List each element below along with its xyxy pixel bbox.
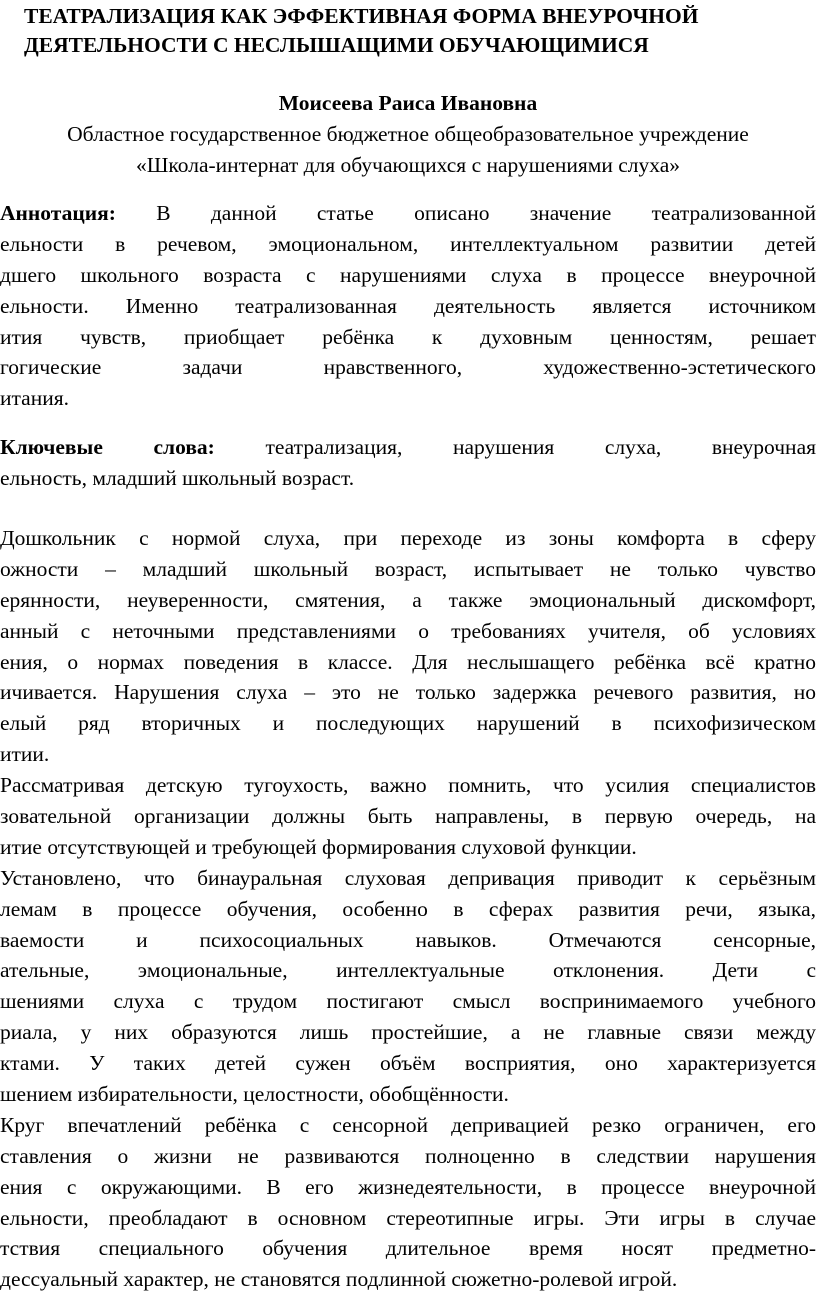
text-line: ставления о жизни не развиваются полноценно в следствии нарушения: [0, 1143, 816, 1168]
text-line: дшего школьного возраста с нарушениями слуха в процессе внеурочной: [0, 262, 816, 287]
article-title-line-1: ТЕАТРАЛИЗАЦИЯ КАК ЭФФЕКТИВНАЯ ФОРМА ВНЕУРОЧНОЙ: [24, 4, 699, 28]
body-paragraphs: [0, 523, 816, 1295]
text-line: гогические задачи нравственного, художественно-эстетического: [0, 355, 816, 380]
text-line: итания.: [0, 386, 69, 411]
text-line: Круг впечатлений ребёнка с сенсорной депривацией резко ограничен, его: [0, 1112, 816, 1137]
affiliation-line-2: «Школа-интернат для обучающихся с нарушениями слуха»: [135, 153, 681, 177]
annotation-section: [0, 198, 816, 414]
text-line: ения, о нормах поведения в классе. Для неслышащего ребёнка всё кратно: [0, 649, 816, 674]
text-line: ития чувств, приобщает ребёнка к духовным ценностям, решает: [0, 324, 816, 349]
text-line: ичивается. Нарушения слуха – это не только задержка речевого развития, но: [0, 680, 816, 705]
keywords-section: [0, 432, 816, 494]
text-line: ельности. Именно театрализованная деятельность является источником: [0, 293, 816, 318]
text-line: ктами. У таких детей сужен объём восприятия, оно характеризуется: [0, 1051, 816, 1076]
text-line: лемам в процессе обучения, особенно в сферах развития речи, языка,: [0, 896, 816, 921]
text-line: Дошкольник с нормой слуха, при переходе из зоны комфорта в сферу: [0, 526, 816, 550]
text-line: ательные, эмоциональные, интеллектуальные отклонения. Дети с: [0, 958, 816, 983]
text-line: ельности, преобладают в основном стереотипные игры. Эти игры в случае: [0, 1205, 816, 1230]
text-line: итие отсутствующей и требующей формирования слуховой функции.: [0, 834, 637, 859]
text-line: ваемости и психосоциальных навыков. Отмечаются сенсорные,: [0, 927, 816, 952]
body-text: [0, 523, 816, 1295]
text-line: анный с неточными представлениями о требованиях учителя, об условиях: [0, 618, 816, 643]
text-line: шением избирательности, целостности, обобщённости.: [0, 1082, 509, 1107]
text-line: ельность, младший школьный возраст.: [0, 465, 355, 490]
text-line: Установлено, что бинауральная слуховая депривация приводит к серьёзным: [0, 865, 816, 890]
text-line: итии.: [0, 742, 50, 767]
text-line: риала, у них образуются лишь простейшие, а не главные связи между: [0, 1020, 816, 1045]
text-line: зовательной организации должны быть направлены, в первую очередь, на: [0, 804, 816, 829]
author-affiliation: [0, 119, 816, 181]
text-line: тствия специального обучения длительное время носят предметно-: [0, 1236, 816, 1261]
keywords-label: Ключевые слова:: [0, 435, 215, 459]
keywords-first-line-text: театрализация, нарушения слуха, внеурочная: [214, 435, 816, 459]
text-line: шениями слуха с трудом постигают смысл воспринимаемого учебного: [0, 989, 816, 1014]
keywords-first-line: [0, 432, 816, 463]
text-line: ения с окружающими. В его жизнедеятельности, в процессе внеурочной: [0, 1174, 816, 1199]
article-title-line-2: ДЕЯТЕЛЬНОСТИ С НЕСЛЫШАЩИМИ ОБУЧАЮЩИМИСЯ: [24, 33, 649, 57]
annotation-text: [0, 229, 816, 414]
annotation-first-line: [0, 198, 816, 229]
text-line: елый ряд вторичных и последующих нарушений в психофизическом: [0, 711, 816, 736]
text-line: Рассматривая детскую тугоухость, важно помнить, что усилия специалистов: [0, 773, 816, 798]
keywords-text: [0, 463, 816, 494]
text-line: ельности в речевом, эмоциональном, интеллектуальном развитии детей: [0, 231, 816, 256]
text-line: ожности – младший школьный возраст, испытывает не только чувство: [0, 556, 816, 581]
article-title: [24, 2, 814, 60]
annotation-first-line-text: В данной статье описано значение театрализованной: [115, 201, 816, 225]
affiliation-line-1: Областное государственное бюджетное общеобразовательное учреждение: [67, 122, 749, 146]
text-line: ерянности, неуверенности, смятения, а также эмоциональный дискомфорт,: [0, 587, 816, 612]
text-line: дессуальный характер, не становятся подлинной сюжетно-ролевой игрой.: [0, 1267, 678, 1292]
annotation-label: Аннотация:: [0, 201, 116, 225]
author-name: Моисеева Раиса Ивановна: [278, 91, 538, 115]
